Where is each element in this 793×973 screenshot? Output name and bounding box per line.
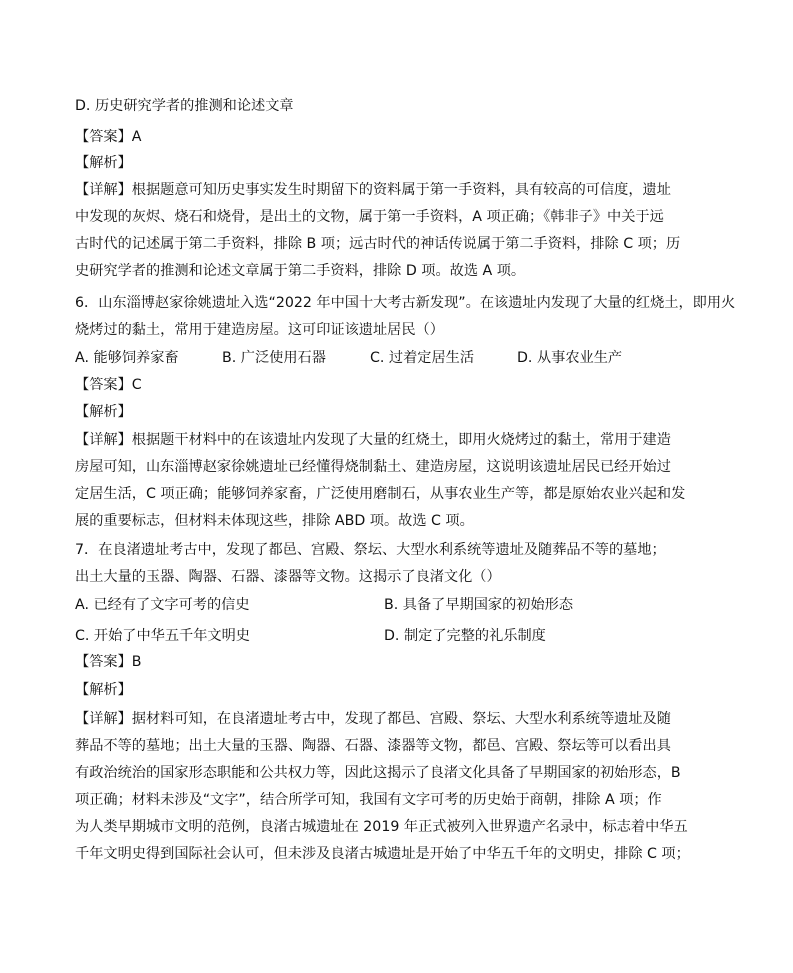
q7-stem-line-2: 出土大量的玉器、陶器、石器、漆器等文物。这揭示了良渚文化（） [75,569,501,585]
q6-option-c: C. 过着定居生活 [370,350,475,366]
q5-detail-line-4: 史研究学者的推测和论述文章属于第二手资料，排除 D 项。故选 A 项。 [75,263,526,279]
q7-answer: 【答案】B [75,654,142,670]
q6-option-b: B. 广泛使用石器 [222,350,326,366]
q5-detail-line-3: 古时代的记述属于第二手资料，排除 B 项；远古时代的神话传说属于第二手资料，排除 C 项；历 [75,236,681,252]
q6-stem-line-2: 烧烤过的黏土，常用于建造房屋。这可印证该遗址居民（） [75,322,444,338]
q6-option-a: A. 能够饲养家畜 [75,350,179,366]
q7-option-b: B. 具备了早期国家的初始形态 [384,597,574,613]
q7-stem-line-1: 7．在良渚遗址考古中，发现了都邑、宫殿、祭坛、大型水利系统等遗址及随葬品不等的墓地； [75,542,666,558]
q7-detail-line-2: 葬品不等的墓地；出土大量的玉器、陶器、石器、漆器等文物，都邑、宫殿、祭坛等可以看出具 [75,738,671,754]
q5-detail-line-1: 【详解】根据题意可知历史事实发生时期留下的资料属于第一手资料，具有较高的可信度，遗址 [75,182,671,198]
q7-option-a: A. 已经有了文字可考的信史 [75,597,250,613]
q6-stem-line-1: 6．山东淄博赵家徐姚遗址入选“2022 年中国十大考古新发现”。在该遗址内发现了大量的红烧土，即用火 [75,295,736,311]
q5-detail-line-2: 中发现的灰烬、烧石和烧骨，是出土的文物，属于第一手资料，A 项正确；《韩非子》中关于远 [75,209,664,225]
q7-detail-line-4: 项正确；材料未涉及“文字”，结合所学可知，我国有文字可考的历史始于商朝，排除 A 项；作 [75,792,662,808]
q5-answer: 【答案】A [75,129,142,145]
q7-detail-line-3: 有政治统治的国家形态职能和公共权力等，因此这揭示了良渚文化具备了早期国家的初始形态，B [75,765,681,781]
q6-detail-line-1: 【详解】根据题干材料中的在该遗址内发现了大量的红烧土，即用火烧烤过的黏土，常用于建造 [75,432,671,448]
q7-analysis-label: 【解析】 [75,682,132,698]
q7-detail-line-1: 【详解】据材料可知，在良渚遗址考古中，发现了都邑、宫殿、祭坛、大型水利系统等遗址及随 [75,711,671,727]
q5-option-d: D. 历史研究学者的推测和论述文章 [75,98,294,114]
q6-answer: 【答案】C [75,377,142,393]
q7-detail-line-6: 千年文明史得到国际社会认可，但未涉及良渚古城遗址是开始了中华五千年的文明史，排除 C 项； [75,846,690,862]
q7-option-d: D. 制定了完整的礼乐制度 [384,628,546,644]
q6-option-d: D. 从事农业生产 [517,350,623,366]
q7-option-c: C. 开始了中华五千年文明史 [75,628,250,644]
q5-analysis-label: 【解析】 [75,155,132,171]
q6-detail-line-4: 展的重要标志，但材料未体现这些，排除 ABD 项。故选 C 项。 [75,513,474,529]
q7-detail-line-5: 为人类早期城市文明的范例，良渚古城遗址在 2019 年正式被列入世界遗产名录中，标志着中华五 [75,819,688,835]
q6-detail-line-3: 定居生活，C 项正确；能够饲养家畜，广泛使用磨制石，从事农业生产等，都是原始农业兴起和发 [75,486,686,502]
q6-analysis-label: 【解析】 [75,404,132,420]
q6-detail-line-2: 房屋可知，山东淄博赵家徐姚遗址已经懂得烧制黏土、建造房屋，这说明该遗址居民已经开始过 [75,459,671,475]
